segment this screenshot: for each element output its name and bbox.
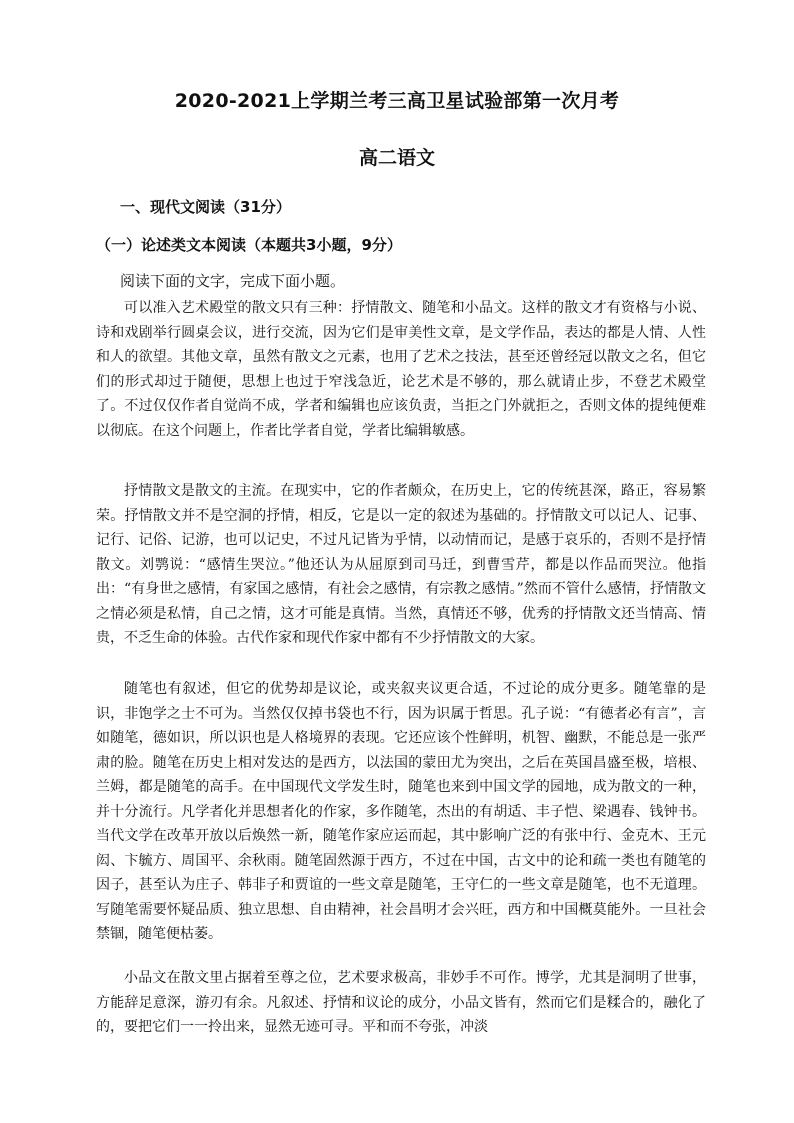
passage-paragraph-2: 抒情散文是散文的主流。在现实中，它的作者颇众，在历史上，它的传统甚深，路正，容易繁荣。抒情散文并不是空洞的抒情，相反，它是以一定的叙述为基础的。抒情散文可以记人、记事、记行、记俗、记游，也可以记史，不过凡记皆为乎情，以动情而记，是感于哀乐的，否则不是抒情散文。刘鹗说：“感情生哭泣。”他还认为从屈原到司马迁，到曹雪芹，都是以作品而哭泣。他指出：“有身世之感情，有家国之感情，有社会之感情，有宗教之感情。”然而不管什么感情，抒情散文之情必须是私情，自己之情，这才可能是真情。当然，真情还不够，优秀的抒情散文还当情高、情贵，不乏生命的体验。古代作家和现代作家中都有不少抒情散文的大家。 [96, 483, 706, 646]
exam-title: 2020-2021上学期兰考三高卫星试验部第一次月考 [174, 90, 620, 112]
section-heading: 一、现代文阅读（31分） [120, 198, 291, 216]
passage-paragraph-1: 可以准入艺术殿堂的散文只有三种：抒情散文、随笔和小品文。这样的散文才有资格与小说、诗和戏剧举行圆桌会议，进行交流，因为它们是审美性文章，是文学作品，表达的都是人情、人性和人的欲望。其他文章，虽然有散文之元素，也用了艺术之技法，甚至还曾经冠以散文之名，但它们的形式却过于随便，思想上也过于窄浅急近，论艺术是不够的，那么就请止步，不登艺术殿堂了。不过仅仅作者自觉尚不成，学者和编辑也应该负责，当拒之门外就拒之，否则文体的提纯便难以彻底。在这个问题上，作者比学者自觉，学者比编辑敏感。 [96, 300, 706, 439]
subject-title: 高二语文 [358, 147, 435, 169]
reading-instruction: 阅读下面的文字，完成下面小题。 [120, 272, 346, 290]
sub-section-heading: （一）论述类文本阅读（本题共3小题，9分） [96, 236, 402, 254]
passage-paragraph-3: 随笔也有叙述，但它的优势却是议论，或夹叙夹议更合适，不过论的成分更多。随笔靠的是识，非饱学之士不可为。当然仅仅掉书袋也不行，因为识属于哲思。孔子说：“有德者必有言”，言如随笔，德如识，所以识也是人格境界的表现。它还应该个性鲜明，机智、幽默，不能总是一张严肃的脸。随笔在历史上相对发达的是西方，以法国的蒙田尤为突出，之后在英国昌盛至极，培根、兰姆，都是随笔的高手。在中国现代文学发生时，随笔也来到中国文学的园地，成为散文的一种，并十分流行。凡学者化并思想者化的作家，多作随笔，杰出的有胡适、丰子恺、梁遇春、钱钟书。当代文学在改革开放以后焕然一新，随笔作家应运而起，其中影响广泛的有张中行、金克木、王元闳、卞毓方、周国平、余秋雨。随笔固然源于西方，不过在中国，古文中的论和疏一类也有随笔的因子，甚至认为庄子、韩非子和贾谊的一些文章是随笔，王守仁的一些文章是随笔，也不无道理。写随笔需要怀疑品质、独立思想、自由精神，社会昌明才会兴旺，西方和中国概莫能外。一旦社会禁锢，随笔便枯萎。 [96, 681, 706, 942]
passage-paragraph-4: 小品文在散文里占据着至尊之位，艺术要求极高，非妙手不可作。博学，尤其是洞明了世事，方能辞足意深，游刃有余。凡叙述、抒情和议论的成分，小品文皆有，然而它们是糅合的，融化了的，要把它们一一拎出来，显然无迹可寻。平和而不夸张，冲淡 [96, 970, 706, 1035]
